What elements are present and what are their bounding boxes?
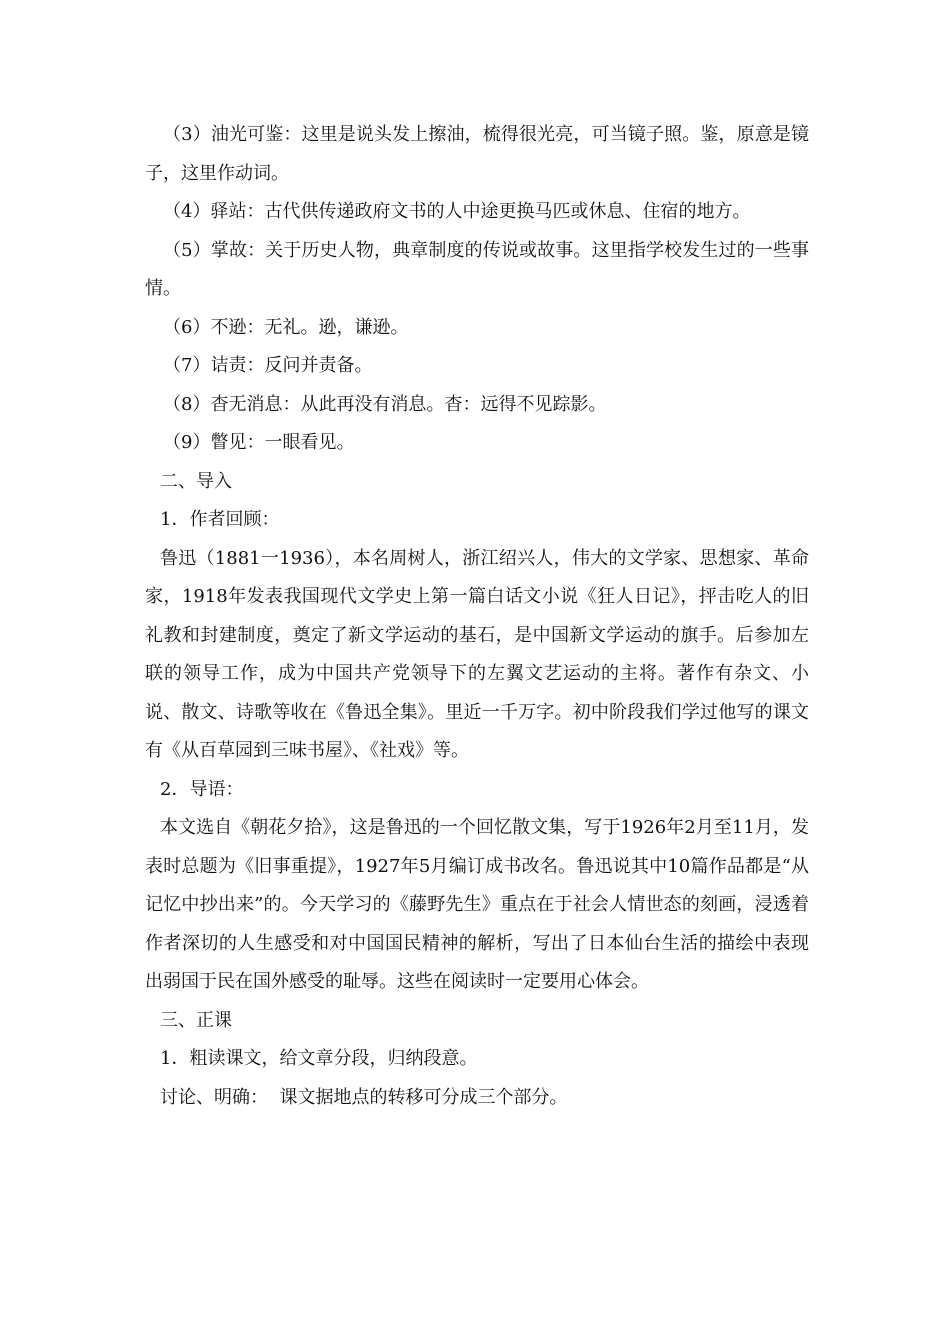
- author-bio-paragraph: 鲁迅（1881一1936），本名周树人，浙江绍兴人，伟大的文学家、思想家、革命家，1918年发表我国现代文学史上第一篇白话文小说《狂人日记》，抨击吃人的旧礼教和封建制度，奠定了新文学运动的基石，是中国新文学运动的旗手。后参加左联的领导工作，成为中国共产党领导下的左翼文艺运动的主将。著作有杂文、小说、散文、诗歌等收在《鲁迅全集》。里近一千万字。初中阶段我们学过他写的课文有《从百草园到三味书屋》、《社戏》等。: [145, 547, 809, 761]
- annotation-6: （6）不逊：无礼。逊，谦逊。: [163, 316, 409, 338]
- section-heading-introduction: 二、导入: [160, 470, 232, 492]
- annotation-4: （4）驿站：古代供传递政府文书的人中途更换马匹或休息、住宿的地方。: [163, 201, 751, 222]
- task-reading-paragraph: 1．粗读课文，给文章分段，归纳段意。: [160, 1048, 478, 1069]
- annotation-8: （8）杳无消息：从此再没有消息。杳：远得不见踪影。: [163, 393, 607, 415]
- subheading-author-review: 1．作者回顾：: [160, 509, 280, 530]
- annotation-3: （3）油光可鉴：这里是说头发上擦油，梳得很光亮，可当镜子照。鉴，原意是镜子，这里作动词。: [145, 124, 809, 184]
- annotation-5: （5）掌故：关于历史人物，典章制度的传说或故事。这里指学校发生过的一些事情。: [145, 239, 809, 299]
- subheading-lead-in: 2．导语：: [160, 778, 244, 800]
- discussion-paragraph: 讨论、明确： 课文据地点的转移可分成三个部分。: [160, 1086, 568, 1108]
- section-heading-main-lesson: 三、正课: [160, 1009, 232, 1031]
- lead-in-paragraph: 本文选自《朝花夕拾》，这是鲁迅的一个回忆散文集，写于1926年2月至11月，发表时总题为《旧事重提》，1927年5月编订成书改名。鲁迅说其中10篇作品都是“从记忆中抄出来”的。今天学习的《藤野先生》重点在于社会人情世态的刻画，浸透着作者深切的人生感受和对中国国民精神的解析，写出了日本仙台生活的描绘中表现出弱国于民在国外感受的耻辱。这些在阅读时一定要用心体会。: [145, 817, 809, 992]
- document-body: [145, 116, 809, 1117]
- annotation-7: （7）诘责：反问并责备。: [163, 355, 373, 376]
- annotation-9: （9）瞥见：一眼看见。: [163, 432, 355, 453]
